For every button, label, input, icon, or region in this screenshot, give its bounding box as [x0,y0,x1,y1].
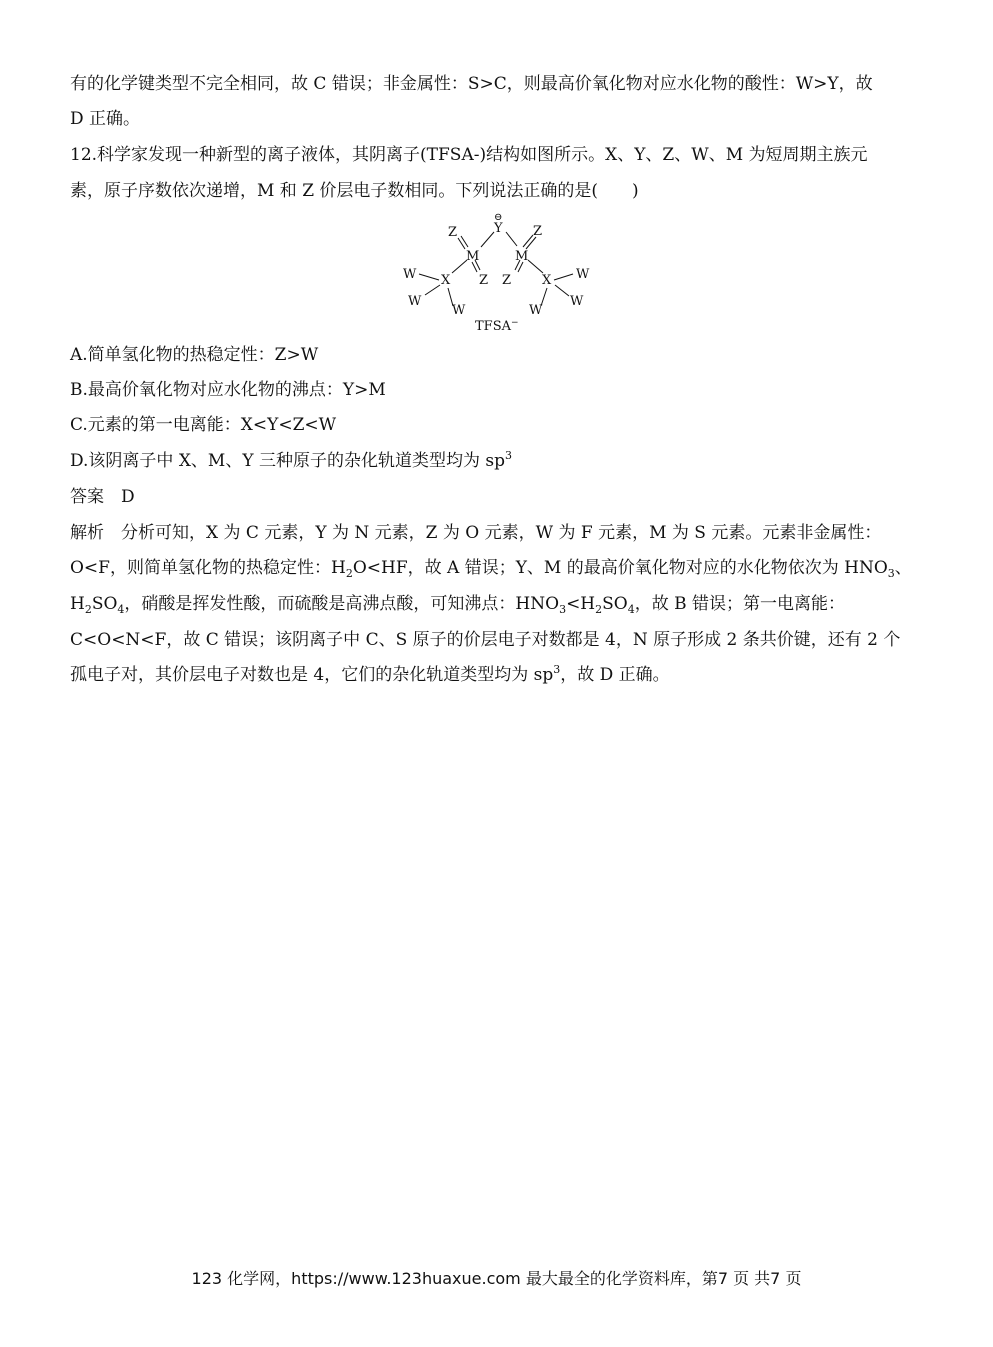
page-footer: 123 化学网，https://www.123huaxue.com 最大最全的化学资料库，第7 页 共7 页 [191,1269,802,1288]
atom-label: W [452,303,466,318]
atom-label: M [466,249,480,264]
atom-label: W [408,294,422,309]
atom-label: W [576,267,590,282]
option-b: B.最高价氧化物对应水化物的沸点：Y>M [70,380,386,400]
analysis-line: C<O<N<F，故 C 错误；该阴离子中 C、S 原子的价层电子对数都是 4，N 原子形成 2 条共价键，还有 2 个 [70,630,901,650]
analysis-line: 孤电子对，其价层电子对数也是 4，它们的杂化轨道类型均为 $sp^3$，故 D 正确。 [70,663,670,685]
answer: 答案 D [70,487,135,507]
option-d: D.该阴离子中 X、M、Y 三种原子的杂化轨道类型均为 $sp^3$ [70,449,512,471]
atom-label: X [441,273,451,288]
atom-label: Z [448,225,458,240]
atom-label: Z [533,224,543,239]
diagram-caption: TFSA− [475,318,519,334]
atom-label: W [529,303,543,318]
question-stem: 素，原子序数依次递增，M 和 Z 价层电子数相同。下列说法正确的是( ) [70,181,639,201]
anion-charge-symbol: ⊖ [494,212,503,223]
atom-label: W [403,267,417,282]
question-stem: 12.科学家发现一种新型的离子液体，其阴离子(TFSA-)结构如图所示。X、Y、Z、W、M 为短周期主族元 [70,145,868,165]
option-c: C.元素的第一电离能：X<Y<Z<W [70,415,337,435]
text-line: 有的化学键类型不完全相同，故 C 错误；非金属性：S>C，则最高价氧化物对应水化物的酸性：W>Y，故 [70,74,873,94]
option-a: A.简单氢化物的热稳定性：Z>W [70,345,319,365]
atom-label: X [542,273,552,288]
atom-label: Z [479,273,489,288]
atom-label: M [515,249,529,264]
tfsa-structure-diagram [395,210,605,335]
atom-label: Z [502,273,512,288]
text-line: D 正确。 [70,109,141,129]
atom-label: Y [494,221,503,236]
analysis-line: $H_2SO_4$，硝酸是挥发性酸，而硫酸是高沸点酸，可知沸点：$HNO_3<H_2SO_4$，故 B 错误；第一电离能： [70,594,846,616]
analysis-line: 解析 分析可知，X 为 C 元素，Y 为 N 元素，Z 为 O 元素，W 为 F 元素，M 为 S 元素。元素非金属性： [70,523,882,543]
analysis-line: O<F，则简单氢化物的热稳定性：$H_2O<HF$，故 A 错误；Y、M 的最高价氧化物对应的水化物依次为 $HNO_3$、 [70,558,912,580]
atom-label: W [570,294,584,309]
